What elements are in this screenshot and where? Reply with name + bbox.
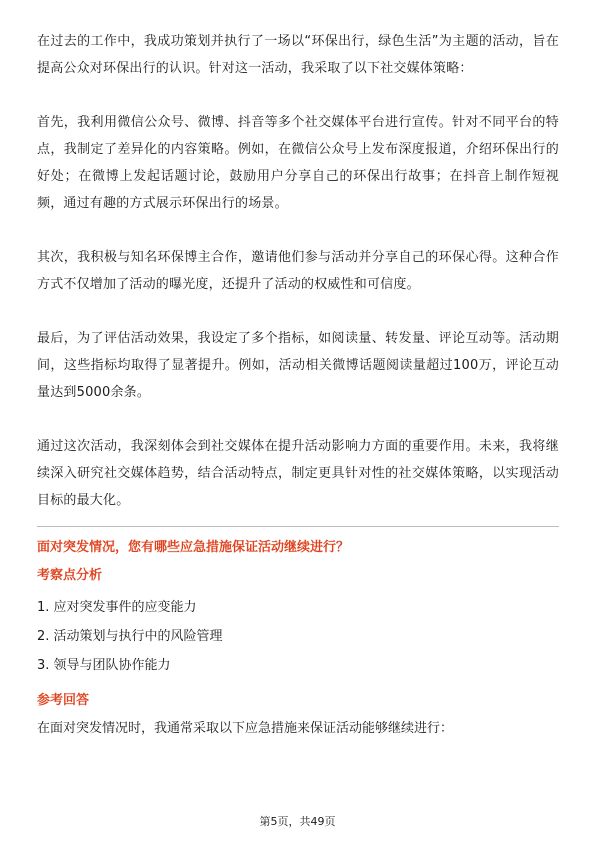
paragraph-last-step: 最后，为了评估活动效果，我设定了多个指标，如阅读量、转发量、评论互动等。活动期间，这些指标均取得了显著提升。例如，活动相关微博话题阅读量超过100万，评论互动量达到5000余条。 xyxy=(37,331,559,400)
list-item: 1. 应对突发事件的应变能力 xyxy=(37,600,197,615)
answer-heading: 参考回答 xyxy=(37,693,90,708)
list-item: 3. 领导与团队协作能力 xyxy=(37,658,171,673)
paragraph-conclusion: 通过这次活动，我深刻体会到社交媒体在提升活动影响力方面的重要作用。未来，我将继续深入研究社交媒体趋势，结合活动特点，制定更具针对性的社交媒体策略，以实现活动目标的最大化。 xyxy=(37,439,559,508)
page-number: 第5页，共49页 xyxy=(259,815,336,828)
list-item: 2. 活动策划与执行中的风险管理 xyxy=(37,629,223,644)
analysis-list xyxy=(37,593,559,680)
analysis-heading: 考察点分析 xyxy=(37,568,103,583)
answer-intro: 在面对突发情况时，我通常采取以下应急措施来保证活动能够继续进行： xyxy=(37,721,454,736)
question-heading: 面对突发情况，您有哪些应急措施保证活动继续进行？ xyxy=(37,540,350,555)
section-divider xyxy=(37,526,559,527)
paragraph-first: 首先，我利用微信公众号、微博、抖音等多个社交媒体平台进行宣传。针对不同平台的特点，我制定了差异化的内容策略。例如，在微信公众号上发布深度报道，介绍环保出行的好处；在微博上发起话题讨论，鼓励用户分享自己的环保出行故事；在抖音上制作短视频，通过有趣的方式展示环保出行的场景。 xyxy=(37,115,559,211)
page-content xyxy=(37,28,559,740)
paragraph-intro: 在过去的工作中，我成功策划并执行了一场以“环保出行，绿色生活”为主题的活动，旨在提高公众对环保出行的认识。针对这一活动，我采取了以下社交媒体策略： xyxy=(37,34,559,76)
paragraph-second: 其次，我积极与知名环保博主合作，邀请他们参与活动并分享自己的环保心得。这种合作方式不仅增加了活动的曝光度，还提升了活动的权威性和可信度。 xyxy=(37,250,559,292)
